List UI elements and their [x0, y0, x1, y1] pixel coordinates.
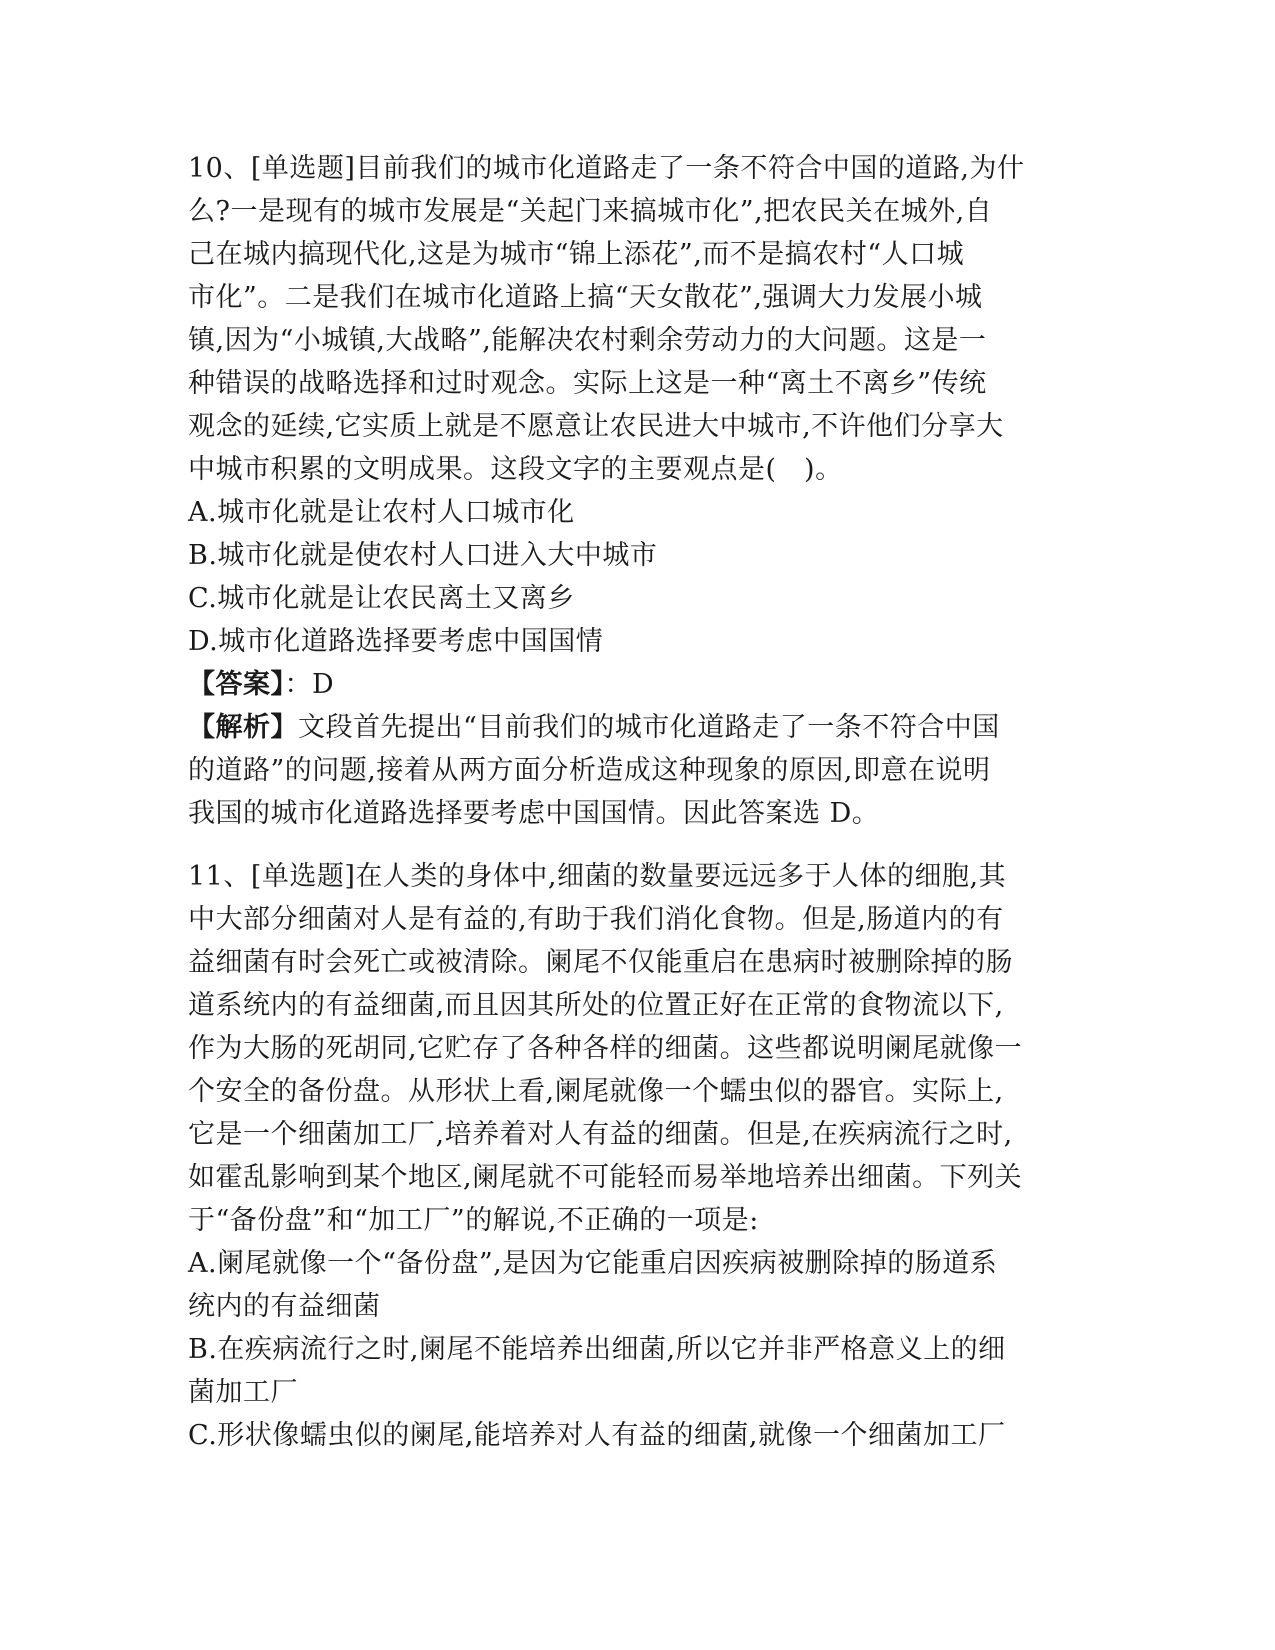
answer-label: 【答案】 [188, 669, 285, 700]
option-a: A.阑尾就像一个“备份盘”,是因为它能重启因疾病被删除掉的肠道系 [188, 1248, 998, 1279]
analysis-line [188, 706, 1088, 749]
question-spacer [188, 835, 1088, 855]
question-stem-line: 个安全的备份盘。从形状上看,阑尾就像一个蠕虫似的器官。实际上, [188, 1076, 1004, 1107]
option-b-continued: 菌加工厂 [188, 1377, 298, 1408]
option-d: D.城市化道路选择要考虑中国国情 [188, 626, 604, 657]
question-stem-line: 如霍乱影响到某个地区,阑尾就不可能轻而易举地培养出细菌。下列关 [188, 1162, 1023, 1193]
question-stem-line: 己在城内搞现代化,这是为城市“锦上添花”,而不是搞农村“人口城 [188, 239, 965, 270]
question-stem-line: 道系统内的有益细菌,而且因其所处的位置正好在正常的食物流以下, [188, 990, 1004, 1021]
analysis-label: 【解析】 [188, 712, 298, 743]
option-b: B.城市化就是使农村人口进入大中城市 [188, 540, 658, 571]
analysis-line: 我国的城市化道路选择要考虑中国国情。因此答案选 D。 [188, 798, 880, 829]
option-c: C.形状像蠕虫似的阑尾,能培养对人有益的细菌,就像一个细菌加工厂 [188, 1420, 1006, 1451]
analysis-text: 文段首先提出“目前我们的城市化道路走了一条不符合中国 [298, 712, 1000, 743]
option-c: C.城市化就是让农民离土又离乡 [188, 583, 575, 614]
question-stem-line: 11、[单选题]在人类的身体中,细菌的数量要远远多于人体的细胞,其 [188, 861, 1007, 892]
question-stem-line: 种错误的战略选择和过时观念。实际上这是一种“离土不离乡”传统 [188, 368, 987, 399]
answer-line [188, 663, 1088, 706]
question-stem-line: 市化”。二是我们在城市化道路上搞“天女散花”,强调大力发展小城 [188, 282, 983, 313]
question-stem-line: 作为大肠的死胡同,它贮存了各种各样的细菌。这些都说明阑尾就像一 [188, 1033, 1023, 1064]
question-11 [188, 855, 1088, 1457]
analysis-line: 的道路”的问题,接着从两方面分析造成这种现象的原因,即意在说明 [188, 755, 991, 786]
question-stem-line: 它是一个细菌加工厂,培养着对人有益的细菌。但是,在疾病流行之时, [188, 1119, 1013, 1150]
question-stem-line: 中城市积累的文明成果。这段文字的主要观点是( )。 [188, 454, 843, 485]
option-b: B.在疾病流行之时,阑尾不能培养出细菌,所以它并非严格意义上的细 [188, 1334, 1006, 1365]
option-a: A.城市化就是让农村人口城市化 [188, 497, 575, 528]
question-stem-line: 10、[单选题]目前我们的城市化道路走了一条不符合中国的道路,为什 [188, 153, 1025, 184]
question-stem-line: 么?一是现有的城市发展是“关起门来搞城市化”,把农民关在城外,自 [188, 196, 993, 227]
question-stem-line: 镇,因为“小城镇,大战略”,能解决农村剩余劳动力的大问题。这是一 [188, 325, 987, 356]
answer-value: ：D [284, 669, 335, 700]
question-stem-line: 中大部分细菌对人是有益的,有助于我们消化食物。但是,肠道内的有 [188, 904, 1004, 935]
question-stem-line: 于“备份盘”和“加工厂”的解说,不正确的一项是: [188, 1205, 759, 1236]
document-page [188, 147, 1088, 1457]
question-10 [188, 147, 1088, 835]
question-stem-line: 观念的延续,它实质上就是不愿意让农民进大中城市,不许他们分享大 [188, 411, 1004, 442]
option-a-continued: 统内的有益细菌 [188, 1291, 381, 1322]
question-stem-line: 益细菌有时会死亡或被清除。阑尾不仅能重启在患病时被删除掉的肠 [188, 947, 1013, 978]
